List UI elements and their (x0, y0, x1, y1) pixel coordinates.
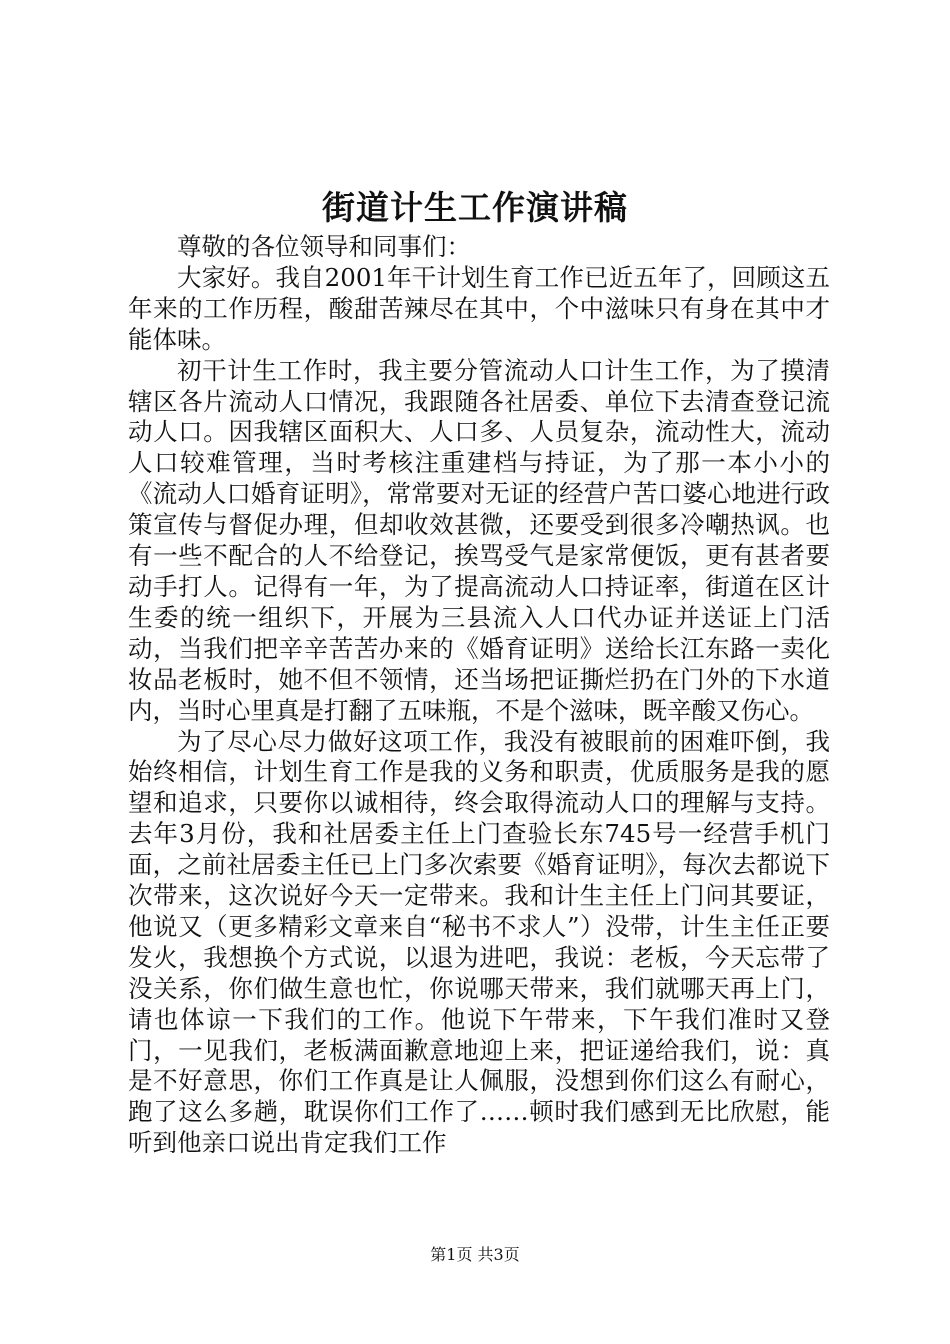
paragraph-floating-population: 初干计生工作时，我主要分管流动人口计生工作，为了摸清辖区各片流动人口情况，我跟随各社居委、单位下去清查登记流动人口。因我辖区面积大、人口多、人员复杂，流动性大，流动人口较难管理，当时考核注重建档与持证，为了那一本小小的《流动人口婚育证明》，常常要对无证的经营户苦口婆心地进行政策宣传与督促办理，但却收效甚微，还要受到很多冷嘲热讽。也有一些不配合的人不给登记，挨骂受气是家常便饭，更有甚者要动手打人。记得有一年，为了提高流动人口持证率，街道在区计生委的统一组织下，开展为三县流入人口代办证并送证上门活动，当我们把辛辛苦苦办来的《婚育证明》送给长江东路一卖化妆品老板时，她不但不领情，还当场把证撕烂扔在门外的下水道内，当时心里真是打翻了五味瓶，不是个滋味，既辛酸又伤心。 (128, 355, 830, 725)
page-number-footer: 第1页 共3页 (430, 1245, 520, 1264)
paragraph-service-story: 为了尽心尽力做好这项工作，我没有被眼前的困难吓倒，我始终相信，计划生育工作是我的义务和职责，优质服务是我的愿望和追求，只要你以诚相待，终会取得流动人口的理解与支持。去年3月份，我和社居委主任上门查验长东745号一经营手机门面，之前社居委主任已上门多次索要《婚育证明》，每次去都说下次带来，这次说好今天一定带来。我和计生主任上门问其要证，他说又（更多精彩文章来自“秘书不求人”）没带，计生主任正要发火，我想换个方式说，以退为进吧，我说：老板，今天忘带了没关系，你们做生意也忙，你说哪天带来，我们就哪天再上门，请也体谅一下我们的工作。他说下午带来，下午我们准时又登门，一见我们，老板满面歉意地迎上来，把证递给我们，说：真是不好意思，你们工作真是让人佩服，没想到你们这么有耐心，跑了这么多趟，耽误你们工作了……顿时我们感到无比欣慰，能听到他亲口说出肯定我们工作 (128, 726, 830, 1158)
document-title: 街道计生工作演讲稿 (322, 188, 628, 227)
document-body (128, 232, 830, 1159)
paragraph-greeting: 大家好。我自2001年干计划生育工作已近五年了，回顾这五年来的工作历程，酸甜苦辣尽在其中，个中滋味只有身在其中才能体味。 (128, 262, 830, 354)
paragraph-salutation: 尊敬的各位领导和同事们： (177, 232, 471, 261)
